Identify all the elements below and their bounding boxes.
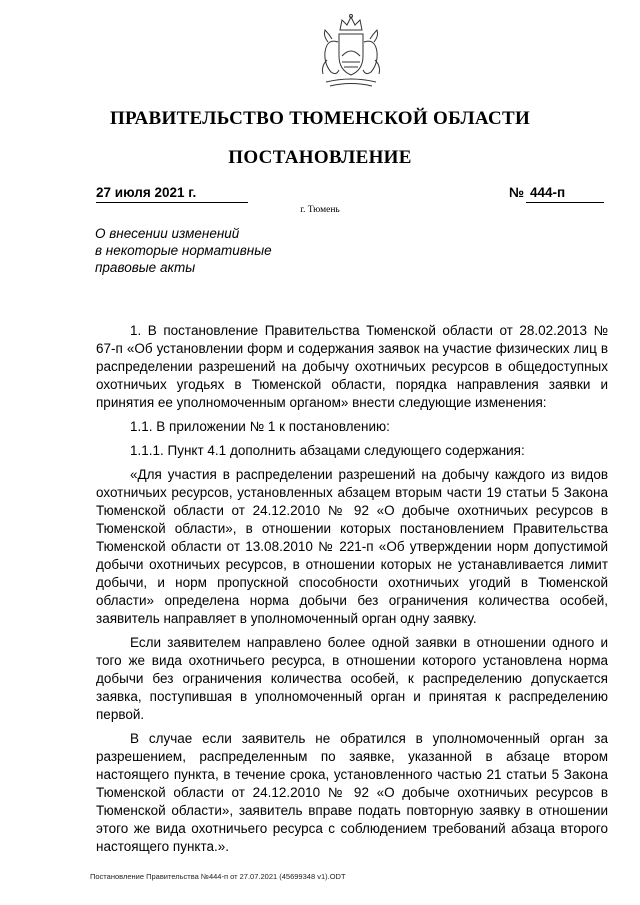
org-title: ПРАВИТЕЛЬСТВО ТЮМЕНСКОЙ ОБЛАСТИ	[109, 108, 531, 129]
document-number: 444-п	[530, 185, 566, 200]
body-paragraph: 1.1. В приложении № 1 к постановлению:	[130, 419, 390, 434]
document-type-heading: ПОСТАНОВЛЕНИЕ	[228, 147, 412, 168]
document-number-sign: №	[509, 185, 525, 200]
body-paragraph: 1.1.1. Пункт 4.1 дополнить абзацами следующего содержания:	[130, 443, 525, 458]
subject-line: в некоторые нормативные	[95, 243, 272, 258]
coat-of-arms-icon	[318, 12, 384, 92]
document-date: 27 июля 2021 г.	[96, 184, 248, 203]
document-body	[96, 322, 608, 862]
subject-line: О внесении изменений	[95, 226, 240, 241]
body-paragraph: В случае если заявитель не обратился в уполномоченный орган за разрешением, распределенным по заявке, указанной в абзаце втором настоящего пункта, в течение срока, установленного частью 21 статьи 5 Закона Тюменской области от 24.12.2010 № 92 «О добыче охотничьих ресурсов в Тюменской области», заявитель вправе подать повторную заявку в отношении этого же вида охотничьего ресурса с соблюдением требований абзаца второго настоящего пункта.».	[96, 731, 608, 854]
document-number-field	[526, 184, 604, 203]
body-paragraph: «Для участия в распределении разрешений на добычу каждого из видов охотничьих ресурсов, установленных абзацем вторым части 19 статьи 5 Закона Тюменской области от 24.12.2010 № 92 «О добыче охотничьих ресурсов в Тюменской области», в отношении которых постановлением Правительства Тюменской области от 13.08.2010 № 221-п «Об утверждении норм допустимой добычи охотничьих ресурсов, в отношении которых не устанавливается лимит добычи, и норм пропускной способности охотничьих угодий в Тюменской области» определена норма добычи без ограничения количества особей, заявитель направляет в уполномоченный орган одну заявку.	[96, 467, 608, 626]
body-paragraph: Если заявителем направлено более одной заявки в отношении одного и того же вида охотничьего ресурса, в отношении которого установлена норма добычи без ограничения количества особей, к распределению допускается заявка, поступившая в уполномоченный орган и принятая к распределению первой.	[96, 635, 608, 722]
document-city: г. Тюмень	[300, 205, 340, 215]
subject-line: правовые акты	[95, 260, 196, 275]
document-footer: Постановление Правительства №444-п от 27.07.2021 (45699348 v1).ODT	[90, 872, 346, 881]
document-subject	[95, 225, 315, 276]
body-paragraph: 1. В постановление Правительства Тюменской области от 28.02.2013 № 67-п «Об установлении форм и содержания заявок на участие физических лиц в распределении разрешений на добычу охотничьих ресурсов в общедоступных охотничьих угодьях в Тюменской области, порядка направления заявки и принятия ее уполномоченным органом» внести следующие изменения:	[96, 323, 608, 410]
